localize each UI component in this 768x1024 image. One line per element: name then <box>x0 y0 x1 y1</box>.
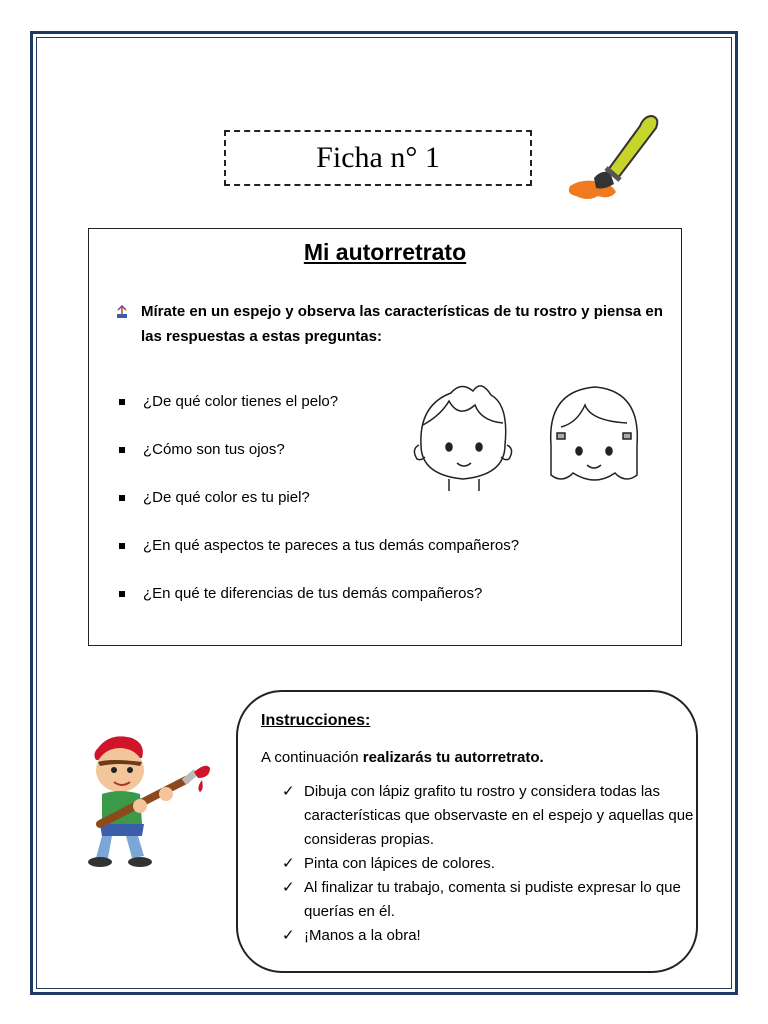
instruction-text: Pinta con lápices de colores. <box>304 855 495 872</box>
question-item: ¿De qué color tienes el pelo? <box>117 391 519 439</box>
instruction-text: Al finalizar tu trabajo, comenta si pudiste expresar lo que querías en él. <box>304 879 681 920</box>
instruction-text: ¡Manos a la obra! <box>304 927 421 944</box>
card-intro: Mírate en un espejo y observa las características de tu rostro y piensa en las respuestas a estas preguntas: <box>141 303 663 345</box>
instruction-item <box>282 780 694 852</box>
title-box <box>224 130 532 186</box>
self-portrait-card <box>88 228 682 646</box>
boy-face-icon <box>414 386 511 491</box>
instructions-box <box>236 690 698 973</box>
check-icon: ✓ <box>282 855 295 872</box>
instructions-intro-prefix: A continuación <box>261 749 363 766</box>
page-title: Ficha n° 1 <box>316 141 440 174</box>
instructions-intro <box>261 749 544 766</box>
card-title: Mi autorretrato <box>303 239 467 265</box>
check-icon: ✓ <box>282 879 295 896</box>
check-icon: ✓ <box>282 927 295 944</box>
question-item: ¿En qué te diferencias de tus demás compañeros? <box>117 583 519 631</box>
instruction-item <box>282 876 694 924</box>
arrow-bullet-icon <box>115 305 129 319</box>
instruction-item <box>282 852 694 876</box>
question-item: ¿De qué color es tu piel? <box>117 487 519 535</box>
child-painter-icon <box>80 728 220 873</box>
instructions-title: Instrucciones: <box>261 712 371 729</box>
question-item: ¿Cómo son tus ojos? <box>117 439 519 487</box>
faces-illustration <box>401 375 671 515</box>
question-item: ¿En qué aspectos te pareces a tus demás compañeros? <box>117 535 519 583</box>
instruction-item <box>282 924 694 948</box>
instructions-list <box>282 780 694 948</box>
instructions-intro-bold: realizarás tu autorretrato. <box>362 749 544 766</box>
check-icon: ✓ <box>282 783 295 800</box>
instruction-text: Dibuja con lápiz grafito tu rostro y considera todas las características que observaste en el espejo y aquellas que consideras propias. <box>304 783 694 848</box>
girl-face-icon <box>551 387 638 480</box>
paintbrush-icon <box>560 110 670 210</box>
